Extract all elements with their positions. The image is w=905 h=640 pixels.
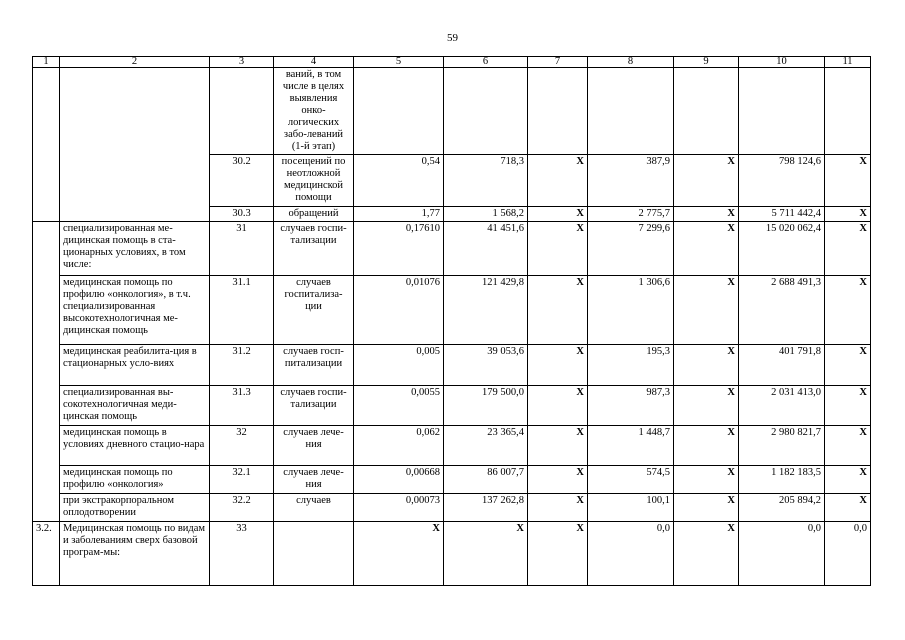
table-cell: 718,3: [444, 155, 528, 207]
table-cell: 0,062: [354, 426, 444, 466]
table-cell: Медицинская помощь по видам и заболеваниям сверх базовой програм-мы:: [60, 522, 210, 586]
column-header: 2: [60, 57, 210, 68]
table-cell: 0,00668: [354, 466, 444, 494]
table-cell: X: [674, 207, 739, 222]
table-cell: 2 980 821,7: [739, 426, 825, 466]
table-cell: 32.2: [210, 494, 274, 522]
table-cell: случаев госпитализа-ции: [274, 276, 354, 345]
column-header: 9: [674, 57, 739, 68]
table-cell: 1,77: [354, 207, 444, 222]
table-cell: 32: [210, 426, 274, 466]
table-cell: случаев: [274, 494, 354, 522]
table-cell: X: [825, 222, 871, 276]
page-number: 59: [447, 32, 458, 44]
table-cell: [444, 68, 528, 155]
table-cell: 31.2: [210, 345, 274, 386]
table-cell: 1 182 183,5: [739, 466, 825, 494]
column-header: 8: [588, 57, 674, 68]
column-header: 10: [739, 57, 825, 68]
table-cell: ваний, в том числе в целях выявления онко-логических забо-леваний (1-й этап): [274, 68, 354, 155]
table-cell: X: [825, 207, 871, 222]
table-cell: 0,17610: [354, 222, 444, 276]
table-cell: 7 299,6: [588, 222, 674, 276]
table-cell: 2 775,7: [588, 207, 674, 222]
table-cell: 32.1: [210, 466, 274, 494]
table-cell: X: [825, 494, 871, 522]
table-cell: 0,0: [588, 522, 674, 586]
table-cell: X: [674, 222, 739, 276]
table-cell: 41 451,6: [444, 222, 528, 276]
table-cell: 574,5: [588, 466, 674, 494]
table-cell: X: [674, 155, 739, 207]
table-cell: 0,005: [354, 345, 444, 386]
table-cell: посещений по неотложной медицинской помощи: [274, 155, 354, 207]
table-cell: [528, 68, 588, 155]
data-table: [32, 56, 871, 586]
table-row: [33, 386, 871, 426]
table-cell: X: [674, 426, 739, 466]
table-cell: 0,54: [354, 155, 444, 207]
table-cell: 3.2.: [33, 522, 60, 586]
table-cell: [674, 68, 739, 155]
table-cell: [739, 68, 825, 155]
table-cell: X: [528, 222, 588, 276]
table-cell: случаев лече-ния: [274, 466, 354, 494]
table-cell: [60, 68, 210, 222]
table-cell: при экстракорпоральном оплодотворении: [60, 494, 210, 522]
table-cell: 1 306,6: [588, 276, 674, 345]
table-cell: X: [825, 345, 871, 386]
table-cell: 0,00073: [354, 494, 444, 522]
table-cell: X: [528, 494, 588, 522]
table-cell: X: [528, 276, 588, 345]
table-cell: X: [528, 155, 588, 207]
table-cell: [588, 68, 674, 155]
table-cell: 0,0055: [354, 386, 444, 426]
table-cell: X: [674, 466, 739, 494]
table-cell: 179 500,0: [444, 386, 528, 426]
table-row: [33, 522, 871, 586]
table-cell: X: [825, 386, 871, 426]
table-cell: X: [674, 386, 739, 426]
table-cell: X: [674, 276, 739, 345]
table-cell: 137 262,8: [444, 494, 528, 522]
column-header: 4: [274, 57, 354, 68]
table-cell: X: [354, 522, 444, 586]
table-cell: 401 791,8: [739, 345, 825, 386]
table-cell: X: [528, 466, 588, 494]
column-header: 3: [210, 57, 274, 68]
column-header: 6: [444, 57, 528, 68]
table-cell: 205 894,2: [739, 494, 825, 522]
table-cell: 798 124,6: [739, 155, 825, 207]
table-cell: медицинская помощь в условиях дневного стацио-нара: [60, 426, 210, 466]
table-cell: медицинская реабилита-ция в стационарных усло-виях: [60, 345, 210, 386]
table-cell: медицинская помощь по профилю «онкология», в т.ч. специализированная высокотехнологичная ме-дицинская помощь: [60, 276, 210, 345]
table-cell: 2 031 413,0: [739, 386, 825, 426]
table-cell: 31.3: [210, 386, 274, 426]
table-cell: X: [825, 426, 871, 466]
table-cell: 31: [210, 222, 274, 276]
table-cell: 86 007,7: [444, 466, 528, 494]
table-cell: X: [444, 522, 528, 586]
table-cell: случаев госп-питализации: [274, 345, 354, 386]
table-cell: X: [528, 522, 588, 586]
table-cell: медицинская помощь по профилю «онкология»: [60, 466, 210, 494]
table-cell: 0,0: [825, 522, 871, 586]
table-cell: X: [674, 345, 739, 386]
table-cell: X: [528, 345, 588, 386]
table-cell: [33, 68, 60, 222]
table-cell: 121 429,8: [444, 276, 528, 345]
table-cell: [210, 68, 274, 155]
table-row: [33, 345, 871, 386]
table-cell: [825, 68, 871, 155]
table-row: [33, 276, 871, 345]
table-cell: 2 688 491,3: [739, 276, 825, 345]
table-cell: обращений: [274, 207, 354, 222]
table-cell: 31.1: [210, 276, 274, 345]
table-row: [33, 466, 871, 494]
table-row: [33, 68, 871, 155]
table-cell: специализированная ме-дицинская помощь в ста-ционарных условиях, в том числе:: [60, 222, 210, 276]
table-cell: 15 020 062,4: [739, 222, 825, 276]
table-cell: X: [528, 426, 588, 466]
table-cell: 100,1: [588, 494, 674, 522]
table-cell: 30.2: [210, 155, 274, 207]
table-cell: 387,9: [588, 155, 674, 207]
table-cell: 0,0: [739, 522, 825, 586]
table-row: [33, 494, 871, 522]
table-cell: 0,01076: [354, 276, 444, 345]
table-cell: 33: [210, 522, 274, 586]
table-cell: X: [825, 466, 871, 494]
column-header: 1: [33, 57, 60, 68]
table-cell: 1 448,7: [588, 426, 674, 466]
table-cell: специализированная вы-сокотехнологичная меди-цинская помощь: [60, 386, 210, 426]
table-cell: X: [674, 494, 739, 522]
table-cell: 39 053,6: [444, 345, 528, 386]
table-row: [33, 222, 871, 276]
table-cell: 5 711 442,4: [739, 207, 825, 222]
table-cell: 23 365,4: [444, 426, 528, 466]
table-cell: X: [528, 207, 588, 222]
column-header: 7: [528, 57, 588, 68]
table-cell: 987,3: [588, 386, 674, 426]
table-row: [33, 426, 871, 466]
table-cell: [33, 222, 60, 522]
table-cell: 195,3: [588, 345, 674, 386]
table-cell: X: [528, 386, 588, 426]
table-cell: 1 568,2: [444, 207, 528, 222]
table-cell: случаев лече-ния: [274, 426, 354, 466]
column-header: 11: [825, 57, 871, 68]
table-cell: X: [825, 276, 871, 345]
table-cell: X: [674, 522, 739, 586]
table-cell: [274, 522, 354, 586]
table-cell: 30.3: [210, 207, 274, 222]
table-cell: [354, 68, 444, 155]
table-cell: X: [825, 155, 871, 207]
table-header-row: [33, 57, 871, 68]
table-cell: случаев госпи-тализации: [274, 222, 354, 276]
table-cell: случаев госпи-тализации: [274, 386, 354, 426]
column-header: 5: [354, 57, 444, 68]
